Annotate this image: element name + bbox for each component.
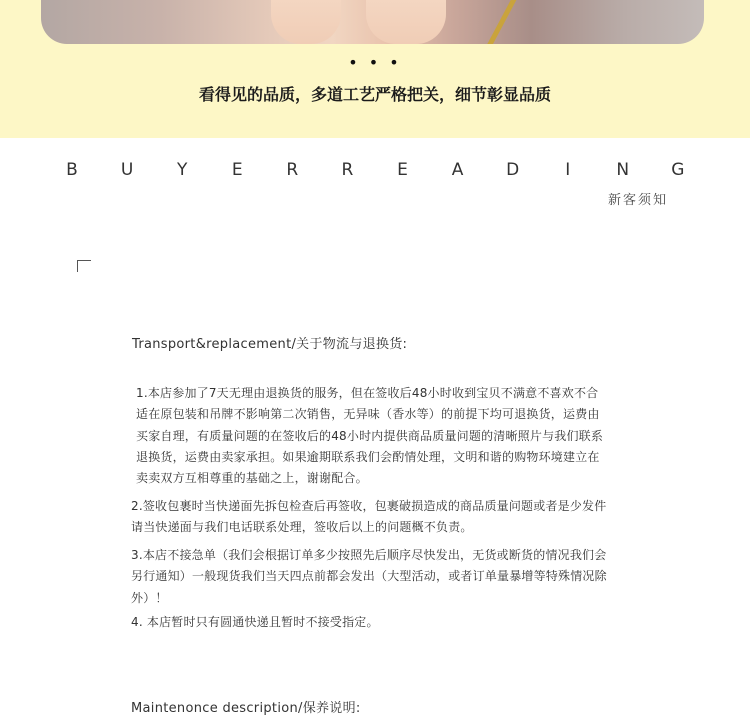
transport-item-4: 4. 本店暂时只有圆通快递且暂时不接受指定。 <box>131 615 379 629</box>
transport-item-2: 2.签收包裹时当快递面先拆包检查后再签收，包裹破损造成的商品质量问题或者是少发件请当快递面与我们电话联系处理，签收后以上的问题概不负责。 <box>131 499 607 535</box>
heading-letter: U <box>120 160 134 180</box>
heading-letter: A <box>451 160 464 180</box>
photo-leg-left <box>271 0 341 44</box>
heading-letter: E <box>397 160 408 180</box>
dots-separator: • • • <box>348 53 402 72</box>
heading-letter: D <box>506 160 520 180</box>
new-customer-notice-subtitle: 新客须知 <box>607 193 668 208</box>
header-band <box>0 0 750 138</box>
heading-letter: E <box>231 160 243 180</box>
heading-letter: R <box>341 160 354 180</box>
heading-letter: I <box>565 160 571 180</box>
photo-leg-right <box>366 0 446 44</box>
heading-letter: B <box>66 160 78 180</box>
corner-bracket-decoration <box>77 260 91 272</box>
heading-letter: G <box>671 160 685 180</box>
heading-letter: N <box>616 160 630 180</box>
heading-letter: Y <box>176 160 188 180</box>
buyer-reading-heading <box>62 160 688 180</box>
transport-section-title: Transport&replacement/关于物流与退换货: <box>132 337 408 352</box>
photo-chair-rail <box>485 0 532 44</box>
quality-tagline: 看得见的品质，多道工艺严格把关，细节彰显品质 <box>198 85 551 104</box>
maintenance-section-title: Maintenonce description/保养说明: <box>131 701 361 716</box>
product-photo <box>41 0 704 44</box>
transport-item-3: 3.本店不接急单（我们会根据订单多少按照先后顺序尽快发出，无货或断货的情况我们会另行通知）一般现货我们当天四点前都会发出（大型活动，或者订单量暴增等特殊情况除外）！ <box>131 548 607 605</box>
transport-item-1: 1.本店参加了7天无理由退换货的服务，但在签收后48小时收到宝贝不满意不喜欢不合适在原包装和吊牌不影响第二次销售，无异味（香水等）的前提下均可退换货，运费由买家自理，有质量问题的在签收后的48小时内提供商品质量问题的清晰照片与我们联系退换货，运费由卖家承担。如果逾期联系我们会酌情处理，文明和谐的购物环境建立在卖卖双方互相尊重的基础之上，谢谢配合。 <box>136 386 604 486</box>
heading-letter: R <box>286 160 299 180</box>
